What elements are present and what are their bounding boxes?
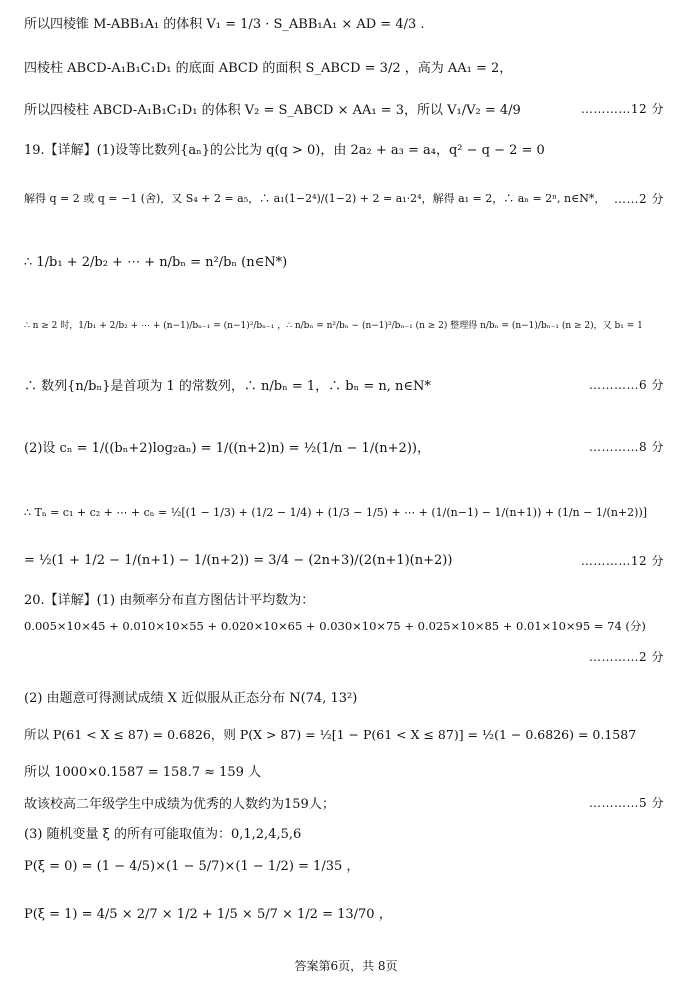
line-15	[24, 684, 664, 708]
line-19	[24, 820, 664, 844]
line-17	[24, 758, 664, 782]
line-18	[24, 790, 664, 814]
line-text: 0.005×10×45 + 0.010×10×55 + 0.020×10×65 + 0.030×10×75 + 0.025×10×85 + 0.01×10×95 = 74 (分)	[24, 619, 646, 633]
line-text: ∴ n ≥ 2 时，1/b₁ + 2/b₂ + ⋯ + (n−1)/bₙ₋₁ = (n−1)²/bₙ₋₁ ，∴ n/bₙ = n²/bₙ − (n−1)²/bₙ₋₁ (n ≥ 2) 整理得 n/bₙ = (n−1)/bₙ₋₁ (n ≥ 2)，又 b₁ = 1	[24, 320, 643, 331]
line-text: P(ξ = 0) = (1 − 4/5)×(1 − 5/7)×(1 − 1/2) = 1/35 ，	[24, 858, 360, 874]
line-8	[24, 372, 664, 396]
line-text: 19.【详解】(1)设等比数列{aₙ}的公比为 q(q > 0)，由 2a₂ + a₃ = a₄，q² − q − 2 = 0	[24, 142, 545, 158]
line-7	[24, 312, 664, 336]
score-mark: …………8 分	[589, 439, 664, 454]
line-text: ∴ 数列{n/bₙ}是首项为 1 的常数列，∴ n/bₙ = 1，∴ bₙ = n, n∈N*	[24, 378, 431, 394]
line-6	[24, 250, 664, 274]
line-2	[24, 54, 664, 78]
score-mark: …………6 分	[589, 377, 664, 392]
score-mark: …………12 分	[580, 101, 664, 116]
line-9	[24, 434, 664, 458]
line-text: 四棱柱 ABCD-A₁B₁C₁D₁ 的底面 ABCD 的面积 S_ABCD = 3/2 ，高为 AA₁ = 2，	[24, 60, 513, 76]
line-text: (2)设 cₙ = 1/((bₙ+2)log₂aₙ) = 1/((n+2)n) = ½(1/n − 1/(n+2))，	[24, 440, 430, 456]
line-text: 所以四棱柱 ABCD-A₁B₁C₁D₁ 的体积 V₂ = S_ABCD × AA₁ = 3，所以 V₁/V₂ = 4/9	[24, 102, 521, 118]
score-mark: …………2 分	[589, 649, 664, 664]
page-footer: 答案第6页，共 8页	[294, 959, 398, 973]
line-text: = ½(1 + 1/2 − 1/(n+1) − 1/(n+2)) = 3/4 − (2n+3)/(2(n+1)(n+2))	[24, 552, 453, 568]
line-21	[24, 900, 664, 924]
line-3	[24, 96, 664, 120]
line-text: ∴ Tₙ = c₁ + c₂ + ⋯ + cₙ = ½[(1 − 1/3) + (1/2 − 1/4) + (1/3 − 1/5) + ⋯ + (1/(n−1) − 1/(n+1)) + (1/n − 1/(n+2))]	[24, 505, 648, 519]
score-mark: …………5 分	[589, 795, 664, 810]
line-text: 所以 P(61 < X ≤ 87) = 0.6826，则 P(X > 87) = ½[1 − P(61 < X ≤ 87)] = ½(1 − 0.6826) = 0.1587	[24, 727, 637, 742]
line-1	[24, 10, 664, 34]
line-5	[24, 186, 664, 210]
line-4	[24, 136, 664, 160]
line-14	[24, 644, 664, 668]
line-text: 解得 q = 2 或 q = −1 (舍)，又 S₄ + 2 = a₅，∴ a₁(1−2⁴)/(1−2) + 2 = a₁·2⁴，解得 a₁ = 2，∴ aₙ = 2ⁿ, n∈N*，	[24, 192, 606, 205]
line-text: 所以 1000×0.1587 = 158.7 ≈ 159 人	[24, 764, 262, 780]
line-text: ∴ 1/b₁ + 2/b₂ + ⋯ + n/bₙ = n²/bₙ (n∈N*)	[24, 254, 288, 270]
line-text: (3) 随机变量 ξ 的所有可能取值为：0,1,2,4,5,6	[24, 826, 302, 842]
line-12	[24, 586, 664, 610]
line-text: 故该校高二年级学生中成绩为优秀的人数约为159人；	[24, 796, 335, 812]
score-mark: ……2 分	[614, 191, 664, 206]
line-11	[24, 548, 664, 572]
score-mark: …………12 分	[580, 553, 664, 568]
line-text: 20.【详解】(1) 由频率分布直方图估计平均数为：	[24, 592, 315, 608]
line-20	[24, 852, 664, 876]
line-text: P(ξ = 1) = 4/5 × 2/7 × 1/2 + 1/5 × 5/7 × 1/2 = 13/70 ，	[24, 906, 392, 922]
line-16	[24, 722, 664, 746]
line-text: (2) 由题意可得测试成绩 X 近似服从正态分布 N(74, 13²)	[24, 690, 358, 706]
line-13	[24, 614, 664, 638]
line-text: 所以四棱锥 M-ABB₁A₁ 的体积 V₁ = 1/3 · S_ABB₁A₁ × AD = 4/3 .	[24, 16, 425, 32]
line-10	[24, 500, 664, 524]
